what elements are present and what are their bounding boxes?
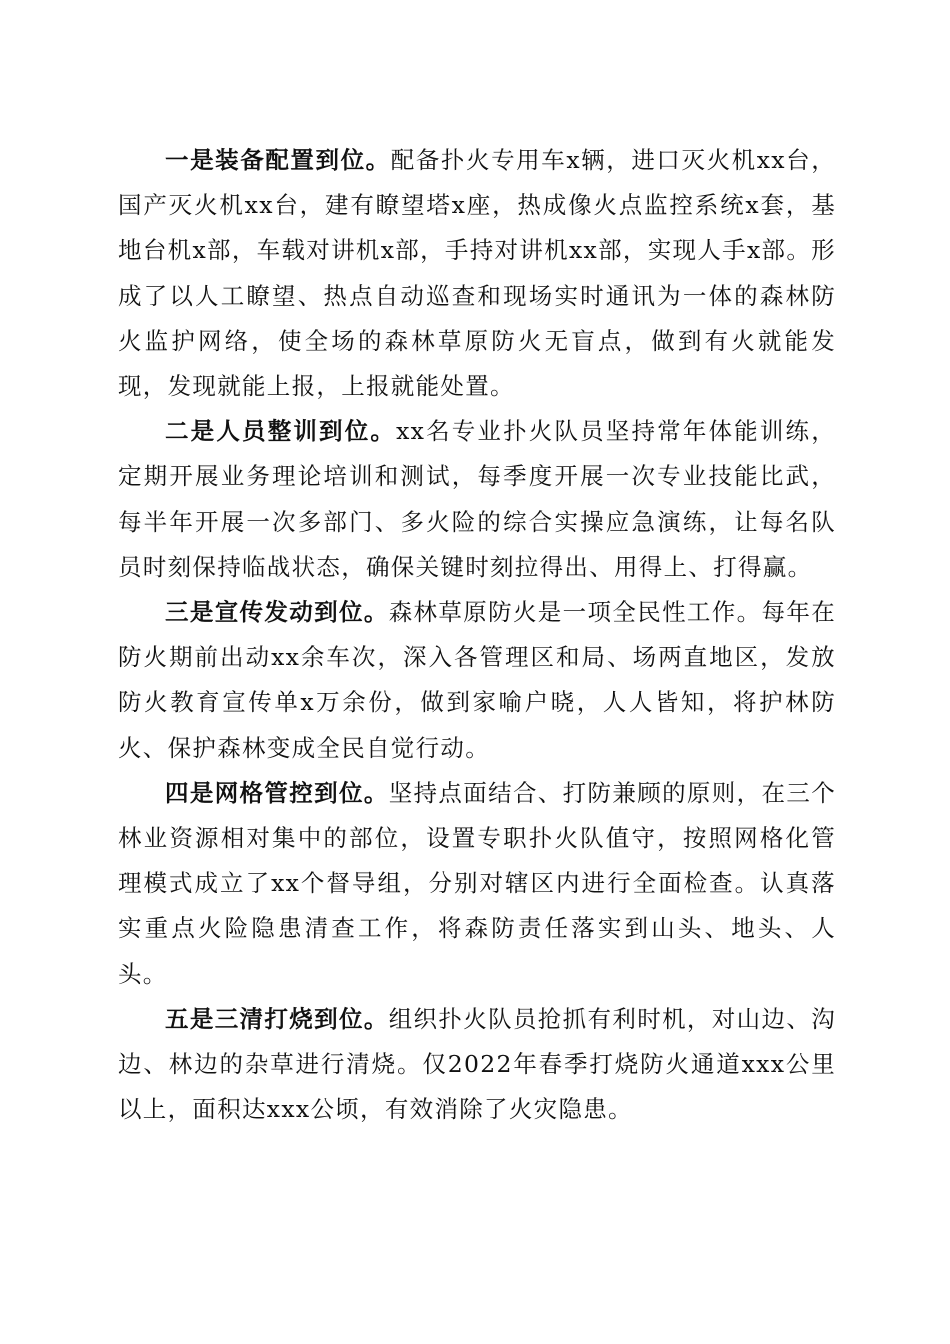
paragraph-training — [118, 409, 836, 590]
paragraph-body: xx名专业扑火队员坚持常年体能训练，定期开展业务理论培训和测试，每季度开展一次专业技能比武，每半年开展一次多部门、多火险的综合实操应急演练，让每名队员时刻保持临战状态，确保关键时刻拉得出、用得上、打得赢。 — [118, 417, 837, 581]
paragraph-grid-control — [118, 771, 836, 997]
paragraph-heading: 三是宣传发动到位。 — [165, 598, 389, 627]
paragraph-heading: 一是装备配置到位。 — [165, 146, 391, 174]
paragraph-equipment — [118, 138, 836, 409]
paragraph-body: 坚持点面结合、打防兼顾的原则，在三个林业资源相对集中的部位，设置专职扑火队值守，按照网格化管理模式成立了xx个督导组，分别对辖区内进行全面检查。认真落实重点火险隐患清查工作，将森防责任落实到山头、地头、人头。 — [118, 778, 836, 988]
paragraph-body: 配备扑火专用车x辆，进口灭火机xx台，国产灭火机xx台，建有瞭望塔x座，热成像火点监控系统x套，基地台机x部，车载对讲机x部，手持对讲机xx部，实现人手x部。形成了以人工瞭望、热点自动巡查和现场实时通讯为一体的森林防火监护网络，使全场的森林草原防火无盲点，做到有火就能发现，发现就能上报，上报就能处置。 — [118, 146, 837, 401]
paragraph-body: 组织扑火队员抢抓有利时机，对山边、沟边、林边的杂草进行清烧。仅2022年春季打烧防火通道xxx公里以上，面积达xxx公顷，有效消除了火灾隐患。 — [118, 1004, 836, 1124]
paragraph-publicity — [118, 590, 836, 771]
paragraph-heading: 四是网格管控到位。 — [165, 778, 389, 807]
paragraph-body: 森林草原防火是一项全民性工作。每年在防火期前出动xx余车次，深入各管理区和局、场两直地区，发放防火教育宣传单x万余份，做到家喻户晓，人人皆知，将护林防火、保护森林变成全民自觉行动。 — [118, 598, 836, 762]
document-page — [118, 138, 836, 1132]
paragraph-burning — [118, 997, 836, 1133]
paragraph-heading: 五是三清打烧到位。 — [165, 1004, 389, 1033]
paragraph-heading: 二是人员整训到位。 — [165, 417, 397, 446]
